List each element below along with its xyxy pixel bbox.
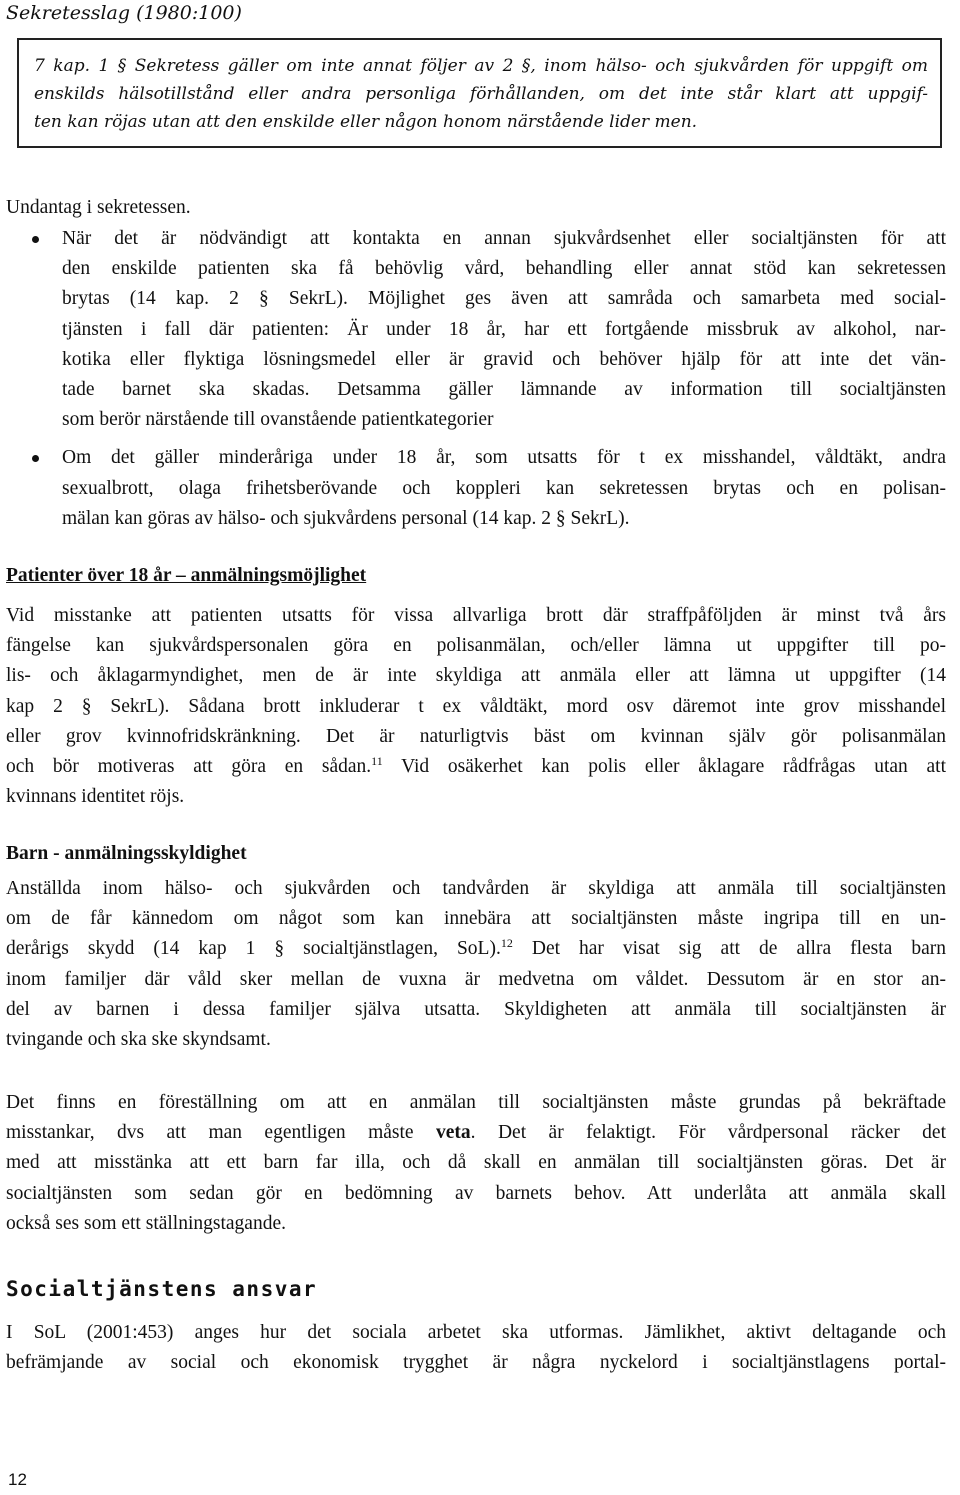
- text-line: socialtjänsten som sedan gör en bedömning av barnets behov. Att underlåta att anmäla skall: [6, 1182, 946, 1204]
- text-segment: derårigs skydd (14 kap 1 § socialtjänstlagen, SoL).: [6, 938, 501, 960]
- bullet-icon: [32, 455, 39, 462]
- text-line: sexualbrott, olaga frihetsberövande och koppleri kan sekretessen brytas och en polisan-: [62, 477, 946, 499]
- text-line: [6, 1118, 946, 1148]
- text-line: Om det gäller minderåriga under 18 år, som utsatts för t ex misshandel, våldtäkt, andra: [62, 447, 946, 469]
- text-line: eller grov kvinnofridskränkning. Det är naturligtvis bäst om kvinnan själv gör polisanmälan: [6, 725, 946, 747]
- text-line: tjänsten i fall där patienten: Är under 18 år, har ett fortgående missbruk av alkohol, nar-: [62, 318, 946, 340]
- text-line: Det finns en föreställning om att en anmälan till socialtjänsten måste grundas på bekräftade: [6, 1092, 946, 1113]
- text-line: kotika eller flyktiga lösningsmedel eller är gravid och behöver hjälp för att inte det vän-: [62, 348, 946, 370]
- text-line: kap 2 § SekrL). Sådana brott inkluderar t ex våldtäkt, mord osv däremot inte grov misshandel: [6, 695, 946, 717]
- emphasis-text: veta: [436, 1122, 471, 1144]
- text-segment: Vid osäkerhet kan polis eller åklagare rådfrågas utan att: [382, 756, 946, 778]
- text-segment: och bör motiveras att göra en sådan.: [6, 756, 372, 778]
- text-line: tvingande och ska ske skyndsamt.: [6, 1029, 271, 1051]
- patients-paragraph: [6, 601, 946, 812]
- text-line: befrämjande av social och ekonomisk trygghet är några nyckelord i socialtjänstlagens portal-: [6, 1352, 946, 1374]
- text-line: den enskilde patienten ska få behövlig vård, behandling eller annat stöd kan sekretessen: [62, 258, 946, 280]
- text-line: fängelse kan sjukvårdspersonalen göra en polisanmälan, och/eller lämna ut uppgifter till po-: [6, 635, 946, 657]
- text-line: Vid misstanke att patienten utsatts för vissa allvarliga brott där straffpåföljden är minst två års: [6, 605, 946, 626]
- text-line: också ses som ett ställningstagande.: [6, 1212, 286, 1234]
- patients-heading: [6, 565, 366, 587]
- text-line: [6, 934, 946, 964]
- belief-paragraph: [6, 1088, 946, 1239]
- text-line: brytas (14 kap. 2 § SekrL). Möjlighet ges även att samråda och samarbeta med social-: [62, 288, 946, 310]
- text-segment: . Det är felaktigt. För vårdpersonal räcker det: [470, 1122, 946, 1144]
- text-line: kvinnans identitet röjs.: [6, 786, 185, 808]
- text-segment: misstankar, dvs att man egentligen måste: [6, 1122, 436, 1144]
- footnote-ref: 11: [371, 754, 383, 769]
- text-line: del av barnen i dessa familjer själva utsatta. Skyldigheten att anmäla till socialtjänsten är: [6, 998, 946, 1020]
- exceptions-heading: Undantag i sekretessen.: [6, 197, 191, 218]
- text-segment: Det har visat sig att de allra flesta barn: [512, 938, 946, 960]
- list-item: [0, 224, 960, 435]
- text-line: mälan kan göras av hälso- och sjukvårdens personal (14 kap. 2 § SekrL).: [62, 507, 630, 529]
- law-quote-line: 7 kap. 1 § Sekretess gäller om inte annat följer av 2 §, inom hälso- och sjukvården för uppgift om: [34, 56, 928, 76]
- children-paragraph: [6, 874, 946, 1055]
- page-number: 12: [8, 1470, 27, 1489]
- law-quote-line: ten kan röjas utan att den enskilde eller någon honom närstående lider men.: [34, 112, 698, 132]
- text-line: [6, 752, 946, 782]
- law-quote-box: [17, 38, 942, 148]
- text-line: När det är nödvändigt att kontakta en annan sjukvårdsenhet eller socialtjänsten för att: [62, 228, 946, 249]
- footnote-ref: 12: [500, 936, 513, 951]
- children-heading: Barn - anmälningsskyldighet: [6, 843, 247, 864]
- text-line: tade barnet ska skadas. Detsamma gäller lämnande av information till socialtjänsten: [62, 379, 946, 401]
- patients-heading-text: Patienter över 18 år – anmälningsmöjlighet: [6, 565, 367, 586]
- exceptions-list: [0, 224, 960, 534]
- social-services-heading: Socialtjänstens ansvar: [6, 1277, 318, 1301]
- social-services-paragraph: [6, 1318, 946, 1378]
- text-line: Anställda inom hälso- och sjukvården och tandvården är skyldiga att anmäla till socialtjänsten: [6, 878, 946, 899]
- text-line: lis- och åklagarmyndighet, men de är inte skyldiga att anmäla eller att lämna ut uppgifter (14: [6, 665, 946, 687]
- law-title: Sekretesslag (1980:100): [6, 2, 242, 24]
- bullet-text: [62, 443, 946, 534]
- text-line: I SoL (2001:453) anges hur det sociala arbetet ska utformas. Jämlikhet, aktivt deltagande och: [6, 1322, 946, 1343]
- law-quote-line: enskilds hälsotillstånd eller andra personliga förhållanden, om det inte står klart att uppgif-: [34, 84, 928, 104]
- text-line: inom familjer där våld sker mellan de vuxna är medvetna om våldet. Dessutom är en stor an-: [6, 968, 946, 990]
- text-line: som berör närstående till ovanstående patientkategorier: [62, 409, 494, 431]
- bullet-text: [62, 224, 946, 435]
- text-line: om de får kännedom om något som kan innebära att socialtjänsten måste ingripa till en un-: [6, 908, 946, 930]
- list-item: [0, 443, 960, 534]
- bullet-icon: [32, 236, 39, 243]
- text-line: med att misstänka att ett barn far illa, och då skall en anmälan till socialtjänsten göras. Det är: [6, 1152, 946, 1174]
